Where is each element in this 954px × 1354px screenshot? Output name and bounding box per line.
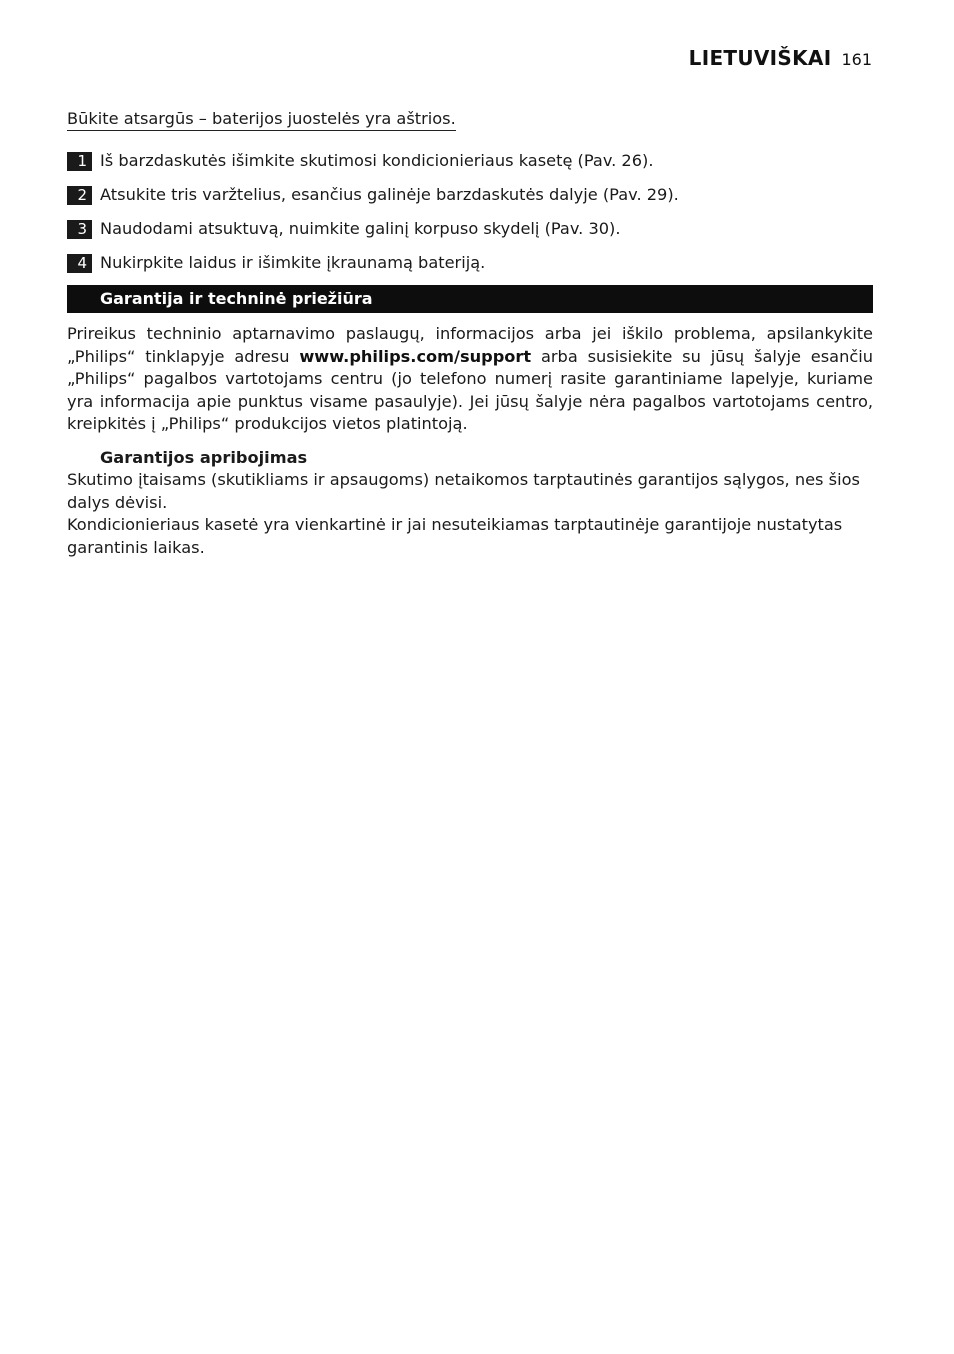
section-heading: Garantija ir techninė priežiūra <box>67 285 873 313</box>
step-text: Naudodami atsuktuvą, nuimkite galinį korpuso skydelį (Pav. 30). <box>100 218 621 238</box>
support-url-link[interactable]: www.philips.com/support <box>299 346 532 366</box>
page-number: 161 <box>841 50 872 69</box>
step-text: Nukirpkite laidus ir išimkite įkraunamą bateriją. <box>100 252 486 272</box>
support-paragraph <box>67 323 873 436</box>
step-number: 2 <box>67 186 92 205</box>
support-text-end: arba susisiekite su jūsų šalyje esančiu „Philips“ pagalbos vartotojams centru (jo telefono numerį rasite garantiniame lapelyje, kuriame yra informacija apie punktus visame pasaulyje). Jei jūsų šalyje nėra pagalbos vartotojams centro, kreipkitės į „Philips“ produkcijos vietos platintoją. <box>67 346 873 434</box>
step-number: 4 <box>67 254 92 273</box>
page-header <box>689 46 872 70</box>
step-number: 3 <box>67 220 92 239</box>
step-item <box>67 149 873 173</box>
step-item <box>67 251 873 275</box>
step-text: Atsukite tris varžtelius, esančius galinėje barzdaskutės dalyje (Pav. 29). <box>100 184 679 204</box>
main-content <box>67 108 873 559</box>
warranty-limits-paragraph-2: Kondicionieriaus kasetė yra vienkartinė ir jai nesuteikiamas tarptautinėje garantijoje nustatytas garantinis laikas. <box>67 515 843 557</box>
support-text-start: Prireikus techninio aptarnavimo paslaugų, informacijos arba jei iškilo problema, apsilankykite „Philips“ tinklapyje adresu <box>67 324 873 366</box>
language-label: LIETUVIŠKAI <box>688 46 832 70</box>
step-text: Iš barzdaskutės išimkite skutimosi kondicionieriaus kasetę (Pav. 26). <box>100 150 654 170</box>
warranty-limits-heading: Garantijos apribojimas <box>100 447 308 467</box>
warranty-limits-paragraph-1: Skutimo įtaisams (skutikliams ir apsaugoms) netaikomos tarptautinės garantijos sąlygos, nes šios dalys dėvisi. <box>67 469 860 512</box>
step-item <box>67 183 873 207</box>
step-item <box>67 217 873 241</box>
step-number: 1 <box>67 152 92 171</box>
caution-note: Būkite atsargūs – baterijos juostelės yra aštrios. <box>67 109 456 131</box>
steps-list <box>67 149 873 275</box>
